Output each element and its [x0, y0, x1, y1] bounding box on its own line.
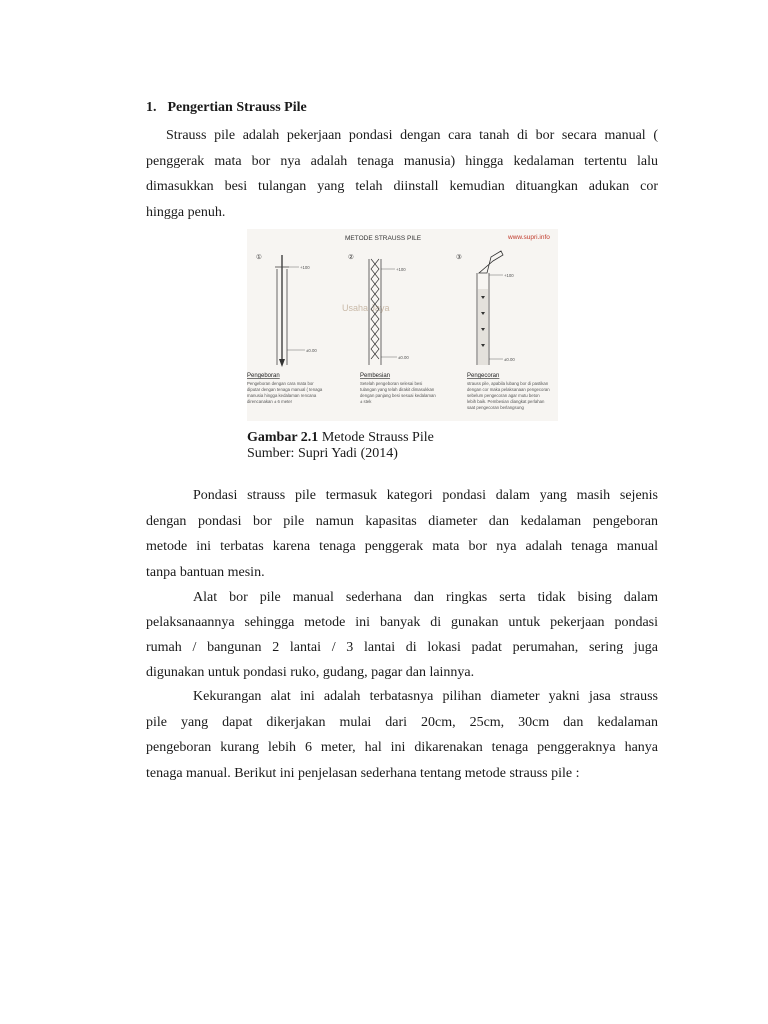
level-zero-2: ±0.00 [398, 355, 409, 360]
step-desc-reinforcement: tulangan yang telah dirakit dimasukkan [360, 387, 435, 392]
section-title: Pengertian Strauss Pile [167, 100, 307, 115]
paragraph-line: rumah / bangunan 2 lantai / 3 lantai di lokasi padat perumahan, sering juga [146, 640, 658, 655]
level-top-3: +100 [504, 273, 514, 278]
level-top-1: +100 [300, 265, 310, 270]
caption-label: Gambar 2.1 [247, 430, 319, 445]
figure-watermark-url: www.supri.info [508, 234, 550, 241]
paragraph-line: dengan pondasi bor pile namun kapasitas diameter dan kedalaman pengeboran [146, 514, 658, 529]
level-top-2: +100 [396, 267, 406, 272]
step-number-3: ③ [456, 254, 462, 261]
step-desc-drilling: Pengeboran dengan cara mata bor [247, 381, 314, 386]
figure-caption [247, 430, 434, 446]
pile-casting-drawing [477, 251, 515, 365]
step-title-drilling: Pengeboran [247, 373, 280, 379]
paragraph-line: pile yang dapat dikerjakan mulai dari 20cm, 25cm, 30cm dan kedalaman [146, 715, 658, 730]
step-desc-drilling: diputar dengan tenaga manual ( tenaga [247, 387, 323, 392]
paragraph-line: metode ini terbatas karena tenaga penggerak mata bor nya adalah tenaga manual [146, 539, 658, 554]
section-heading [146, 100, 307, 116]
step-desc-casting: saat pengecoran berlangsung [467, 405, 524, 410]
step-desc-drilling: manusia hingga kedalaman rencana [247, 393, 317, 398]
paragraph-line: digunakan untuk pondasi ruko, gudang, pagar dan lainnya. [146, 665, 475, 680]
pile-drilling-drawing [275, 255, 317, 367]
figure-source: Sumber: Supri Yadi (2014) [247, 446, 398, 461]
step-number-2: ② [348, 254, 354, 261]
intro-line: dimasukkan besi tulangan yang telah diinstall kemudian dituangkan adukan cor [146, 179, 658, 194]
paragraph-line: Alat bor pile manual sederhana dan ringkas serta tidak bising dalam [193, 590, 658, 605]
level-zero-1: ±0.00 [306, 348, 317, 353]
step-desc-reinforcement: dengan panjang besi sesuai kedalaman [360, 393, 436, 398]
step-desc-casting: strauss pile, apabila lubang bor di pastikan [467, 381, 549, 386]
step-desc-casting: sebelum pengecoran agar mutu beton [467, 393, 540, 398]
paragraph-line: Pondasi strauss pile termasuk kategori pondasi dalam yang masih sejenis [193, 488, 658, 503]
paragraph-line: tanpa bantuan mesin. [146, 565, 265, 580]
step-number-1: ① [256, 254, 262, 261]
paragraph-line: Kekurangan alat ini adalah terbatasnya pilihan diameter yakni jasa strauss [193, 689, 658, 704]
step-title-reinforcement: Pembesian [360, 373, 391, 379]
paragraph-line: tenaga manual. Berikut ini penjelasan sederhana tentang metode strauss pile : [146, 766, 580, 781]
figure-title: METODE STRAUSS PILE [345, 235, 422, 242]
intro-line: Strauss pile adalah pekerjaan pondasi dengan cara tanah di bor secara manual ( [166, 128, 658, 143]
paragraph-line: pelaksanaannya sehingga metode ini banyak di gunakan untuk pekerjaan pondasi [146, 615, 658, 630]
step-desc-reinforcement: ± stek [360, 399, 372, 404]
intro-line: hingga penuh. [146, 205, 226, 220]
strauss-pile-figure [247, 229, 558, 421]
caption-text: Metode Strauss Pile [318, 430, 434, 445]
figure-watermark: Usaha Jaya [342, 303, 390, 313]
section-number: 1. [146, 100, 157, 115]
step-desc-casting: dengan cor maka pelaksanaan pengecoran [467, 387, 550, 392]
paragraph-line: pengeboran kurang lebih 6 meter, hal ini dikarenakan tenaga penggeraknya hanya [146, 740, 658, 755]
step-desc-reinforcement: Setelah pengeboran selesai besi [360, 381, 423, 386]
method-diagram [247, 229, 558, 421]
intro-line: penggerak mata bor nya adalah tenaga manusia) hingga kedalaman tertentu lalu [146, 154, 658, 169]
step-desc-casting: lebih baik. Pembesian diangkat perlahan [467, 399, 545, 404]
step-desc-drilling: direncanakan ± 6 meter [247, 399, 293, 404]
level-zero-3: ±0.00 [504, 357, 515, 362]
step-title-casting: Pengecoran [467, 373, 500, 379]
